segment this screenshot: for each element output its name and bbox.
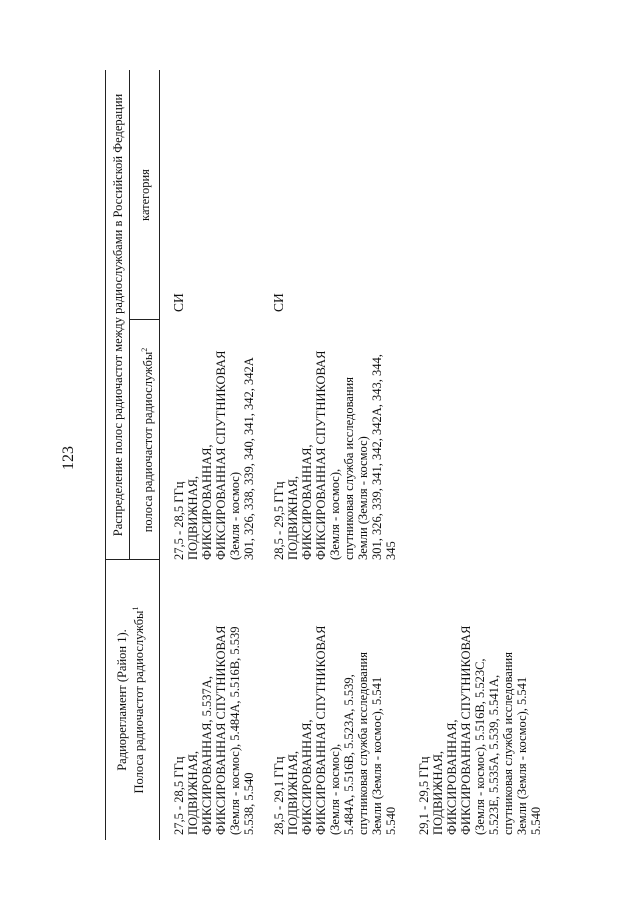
- text-line: (Земля - космос), 5.484А, 5.516В, 5.539: [228, 626, 242, 835]
- header-bottom-border: [159, 70, 160, 840]
- header-col2: [138, 320, 155, 560]
- text-line: Земли (Земля - космос), 5.541: [515, 676, 529, 835]
- text-line: ФИКСИРОВАННАЯ,: [445, 719, 459, 835]
- text-line: ФИКСИРОВАННАЯ СПУТНИКОВАЯ: [314, 625, 328, 835]
- header-col2-footnote: 2: [140, 347, 149, 352]
- text-line: (Земля - космос): [228, 471, 242, 560]
- header-group-title: Распределение полос радиочастот между радиослужбами в Российской Федерации: [111, 93, 125, 537]
- text-line: 5.484А, 5.516В, 5.523А, 5.539,: [342, 674, 356, 835]
- header-col1-line1: Радиорегламент (Район 1).: [115, 629, 129, 771]
- text-line: ФИКСИРОВАННАЯ СПУТНИКОВАЯ: [314, 350, 328, 560]
- header-col3: категория: [138, 169, 152, 221]
- text-line: спутниковая служба исследования: [342, 377, 356, 560]
- group-header-divider: [129, 70, 130, 560]
- text-line: 27,5 - 28,5 ГГц: [172, 756, 186, 835]
- row1-col2: [172, 320, 256, 560]
- header-col2-label: полоса радиочастот радиослужбы: [141, 351, 156, 533]
- text-line: 5.538, 5.540: [242, 772, 256, 835]
- header-col1-footnote: 1: [131, 606, 140, 611]
- row2-col1: [272, 560, 398, 835]
- header-col1-line2-wrap: [129, 560, 146, 840]
- text-line: 29,1 - 29,5 ГГц: [417, 756, 431, 835]
- text-line: ФИКСИРОВАННАЯ СПУТНИКОВАЯ: [214, 350, 228, 560]
- text-line: ФИКСИРОВАННАЯ,: [200, 444, 214, 560]
- text-line: ФИКСИРОВАННАЯ, 5.537А,: [200, 676, 214, 835]
- text-line: 28,5 - 29,1 ГГц: [272, 756, 286, 835]
- page-number: 123: [60, 446, 77, 470]
- text-line: ФИКСИРОВАННАЯ СПУТНИКОВАЯ: [214, 625, 228, 835]
- text-line: ФИКСИРОВАННАЯ,: [300, 719, 314, 835]
- text-line: 28,5 - 29,5 ГГц: [272, 481, 286, 560]
- text-line: спутниковая служба исследования: [501, 652, 515, 835]
- row1-col3: СИ: [171, 293, 186, 312]
- text-line: Земли (Земля - космос), 5.541: [370, 676, 384, 835]
- text-line: 301, 326, 338, 339, 340, 341, 342, 342А: [242, 357, 256, 560]
- text-line: 5.540: [384, 806, 398, 835]
- table-top-border: [105, 70, 106, 840]
- text-line: ПОДВИЖНАЯ,: [431, 750, 445, 835]
- row2-col2: [272, 320, 398, 560]
- text-line: (Земля - космос),: [328, 743, 342, 835]
- text-line: ПОДВИЖНАЯ,: [286, 750, 300, 835]
- text-line: 5.540: [529, 806, 543, 835]
- text-line: (Земля - космос),: [328, 468, 342, 560]
- text-line: ПОДВИЖНАЯ,: [186, 750, 200, 835]
- text-line: Земли (Земля - космос): [356, 436, 370, 560]
- header-col1: [115, 560, 146, 840]
- row3-col1: [417, 560, 543, 835]
- text-line: спутниковая служба исследования: [356, 652, 370, 835]
- header-col1-line2: Полоса радиочастот радиослужбы: [132, 610, 147, 794]
- text-line: ФИКСИРОВАННАЯ СПУТНИКОВАЯ: [459, 625, 473, 835]
- rotated-page: [60, 40, 600, 880]
- row2-col3: СИ: [271, 293, 286, 312]
- text-line: 301, 326, 339, 341, 342, 342А, 343, 344,: [370, 354, 384, 560]
- text-line: ПОДВИЖНАЯ,: [186, 475, 200, 560]
- text-line: ФИКСИРОВАННАЯ,: [300, 444, 314, 560]
- row1-col1: [172, 560, 256, 835]
- text-line: (Земля - космос), 5.516В, 5.523С,: [473, 658, 487, 835]
- text-line: ПОДВИЖНАЯ,: [286, 475, 300, 560]
- text-line: 5.523Е, 5.535А, 5.539, 5.541А,: [487, 674, 501, 835]
- text-line: 27,5 - 28,5 ГГц: [172, 481, 186, 560]
- text-line: 345: [384, 541, 398, 560]
